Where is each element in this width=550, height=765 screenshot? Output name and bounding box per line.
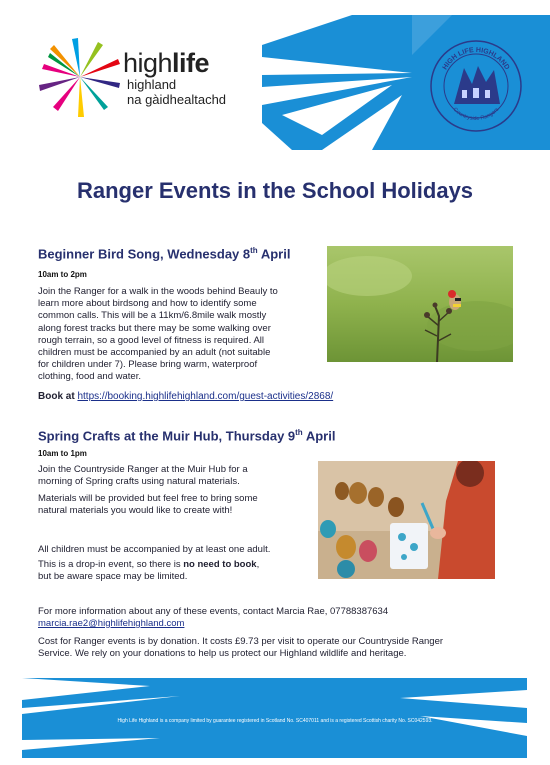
logo-wordmark (123, 49, 226, 107)
para4-prefix: This is a drop-in event, so there is (38, 559, 184, 570)
booking-link[interactable]: https://booking.highlifehighland.com/guest-activities/2868/ (77, 391, 334, 402)
badge-bottom-text: Countryside Rangers (451, 106, 501, 123)
event1-time: 10am to 2pm (38, 270, 87, 279)
event1-line: children must be accompanied by an adult (not suitable (38, 347, 271, 359)
para4-bold: no need to book (183, 559, 257, 570)
svg-text:Countryside Rangers (452, 107, 501, 122)
event1-title-end: April (257, 246, 291, 262)
cost-line2: Service. We rely on your donations to help us protect our Highland wildlife and heritage. (38, 648, 407, 660)
event1-line: clothing, food and water. (38, 371, 141, 383)
cost-info (38, 636, 538, 660)
event1-description (38, 286, 323, 384)
event1-line: learn more about birdsong and how to identify some (38, 298, 257, 310)
para4-suffix: , (256, 559, 260, 570)
event2-para1 (38, 464, 318, 488)
event2-title-end: April (302, 428, 336, 444)
event2-line: natural materials you would like to create with! (38, 505, 233, 517)
event1-title-text: Beginner Bird Song, Wednesday 8 (38, 246, 251, 262)
logo-high: high (123, 48, 173, 78)
event1-title-sup: th (250, 246, 258, 255)
countryside-rangers-badge-icon (428, 38, 524, 134)
badge-top-text: HIGH LIFE HIGHLAND (441, 46, 511, 72)
highlife-logo (35, 35, 250, 120)
goldfinch-photo (327, 246, 513, 362)
event1-line: common calls. This will be a 11km/6.8mile walk mostly (38, 310, 267, 322)
event2-time: 10am to 1pm (38, 449, 87, 458)
starburst-logo-icon (35, 35, 125, 120)
event2-para2 (38, 493, 318, 517)
contact-email-link[interactable]: marcia.rae2@highlifehighland.com (38, 618, 185, 629)
event2-line: morning of Spring crafts using natural materials. (38, 476, 240, 488)
book-label: Book at (38, 391, 75, 402)
event1-line: rough terrain, so a good level of fitness is required. All (38, 334, 265, 346)
event1-line: for children under 7). Please bring warm, waterproof (38, 359, 258, 371)
svg-text:HIGH LIFE HIGHLAND (442, 47, 511, 71)
event2-para4 (38, 559, 328, 583)
logo-line2: na gàidhealtachd (127, 92, 227, 107)
contact-info: For more information about any of these events, contact Marcia Rae, 07788387634 (38, 606, 389, 617)
event2-title-text: Spring Crafts at the Muir Hub, Thursday 9 (38, 428, 296, 444)
page-heading: Ranger Events in the School Holidays (76, 178, 474, 203)
event1-line: along forest tracks but there may be some walking over (38, 322, 271, 334)
logo-life: life (172, 48, 210, 78)
pinecone-crafts-photo (318, 461, 495, 579)
event1-line: Join the Ranger for a walk in the woods behind Beauly to (38, 286, 278, 297)
logo-line1: highland (127, 77, 177, 92)
event2-line: Join the Countryside Ranger at the Muir Hub for a (38, 464, 248, 475)
event2-line: Materials will be provided but feel free to bring some (38, 493, 258, 504)
cost-line1: Cost for Ranger events is by donation. It costs £9.73 per visit to operate our Countryside Ranger (38, 636, 444, 647)
event1-booking (38, 391, 333, 402)
event2-title (38, 428, 335, 443)
event2-title-sup: th (295, 428, 303, 437)
event1-title (38, 246, 290, 261)
event2-para3: All children must be accompanied by at least one adult. (38, 544, 271, 555)
footer-legal-text: High Life Highland is a company limited by guarantee registered in Scotland No. SC407011 and is a registered Scottish charity No. SC042593. (117, 718, 433, 724)
event2-para4-line2: but be aware space may be limited. (38, 571, 188, 583)
event2-para4-line1 (38, 559, 328, 571)
